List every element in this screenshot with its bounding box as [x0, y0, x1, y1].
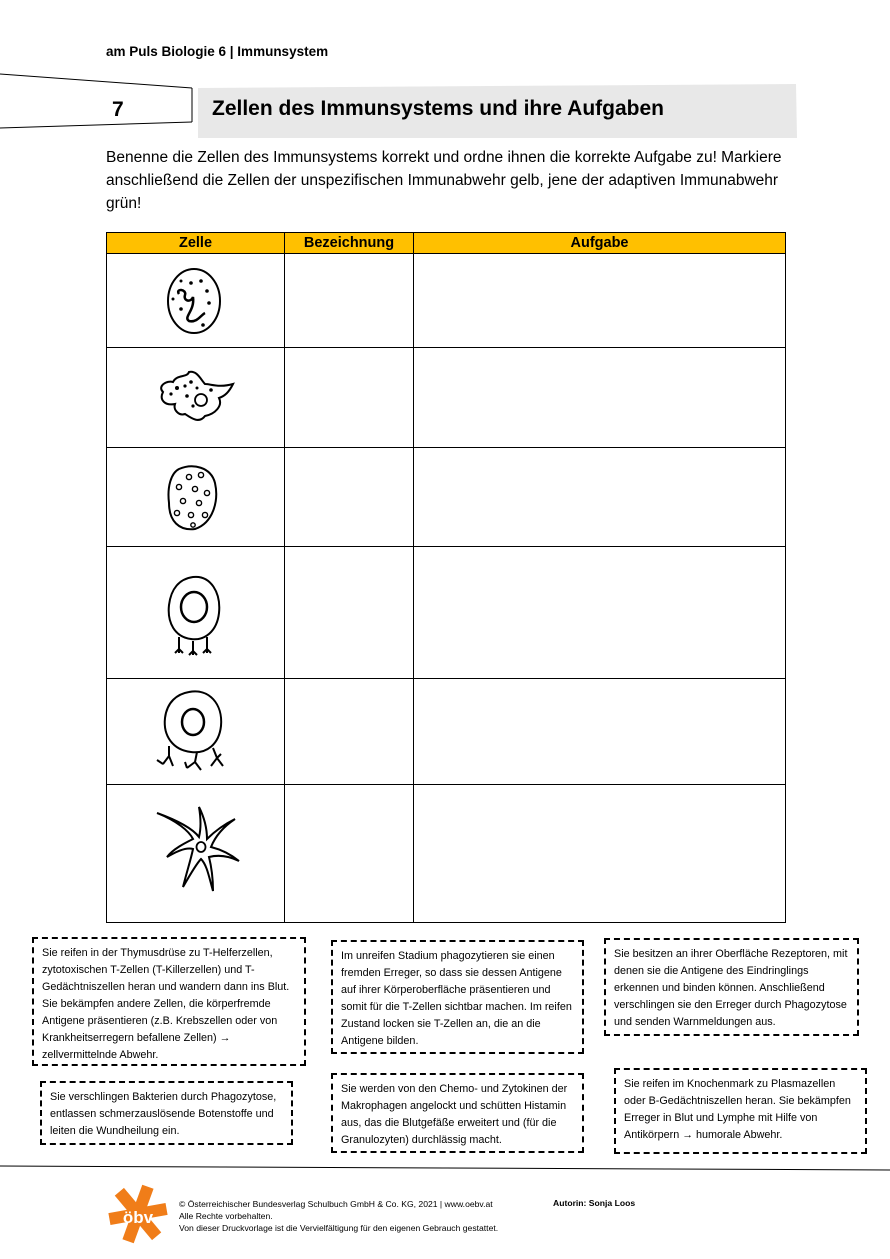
cell-picture	[107, 679, 285, 785]
task-number: 7	[112, 98, 124, 121]
oebv-logo	[108, 1183, 168, 1245]
table-row	[107, 254, 786, 348]
table-row	[107, 448, 786, 547]
table-row	[107, 679, 786, 785]
bezeichnung-cell[interactable]	[285, 785, 414, 923]
task-card-macrophages[interactable]: Sie besitzen an ihrer Oberfläche Rezeptoren, mit denen sie die Antigene des Eindringlings erkennen und binden können. Anschließend verschlingen sie den Erreger durch Phagozytose und senden Warnmeldungen aus.	[604, 938, 859, 1036]
aufgabe-cell[interactable]	[414, 679, 786, 785]
t-cell-icon	[149, 563, 249, 663]
aufgabe-cell[interactable]	[414, 254, 786, 348]
column-header-zelle: Zelle	[107, 233, 285, 254]
task-card-neutrophils[interactable]: Sie verschlingen Bakterien durch Phagozytose, entlassen schmerzauslösende Botenstoffe und leiten die Wundheilung ein.	[40, 1081, 293, 1145]
table-row	[107, 348, 786, 448]
copyright-notice	[179, 1198, 498, 1234]
instruction-text: Benenne die Zellen des Immunsystems korrekt und ordne ihnen die korrekte Aufgabe zu! Markiere anschließend die Zellen der unspezifischen Immunabwehr gelb, jene der adaptiven Immunabwehr grün!	[106, 149, 782, 212]
logo-text: öbv	[122, 1208, 154, 1227]
footer-divider	[0, 1163, 890, 1173]
cell-picture	[107, 547, 285, 679]
granulocyte-icon	[149, 261, 249, 341]
column-header-aufgabe: Aufgabe	[414, 233, 786, 254]
aufgabe-cell[interactable]	[414, 785, 786, 923]
page-title: Zellen des Immunsystems und ihre Aufgaben	[212, 97, 664, 120]
book-header: am Puls Biologie 6 | Immunsystem	[106, 44, 329, 59]
cell-table	[106, 232, 786, 923]
cell-picture	[107, 254, 285, 348]
cell-picture	[107, 448, 285, 547]
aufgabe-cell[interactable]	[414, 448, 786, 547]
copyright-line: © Österreichischer Bundesverlag Schulbuch GmbH & Co. KG, 2021 | www.oebv.at	[179, 1199, 493, 1209]
task-card-b-cells[interactable]: Sie reifen im Knochenmark zu Plasmazellen oder B-Gedächtniszellen heran. Sie bekämpfen Erreger in Blut und Lymphe mit Hilfe von Antikörpern → humorale Abwehr.	[614, 1068, 867, 1154]
table-row	[107, 547, 786, 679]
bezeichnung-cell[interactable]	[285, 254, 414, 348]
aufgabe-cell[interactable]	[414, 348, 786, 448]
macrophage-icon	[149, 358, 249, 438]
bezeichnung-cell[interactable]	[285, 348, 414, 448]
bezeichnung-cell[interactable]	[285, 547, 414, 679]
column-header-bezeichnung: Bezeichnung	[285, 233, 414, 254]
task-card-t-cells[interactable]: Sie reifen in der Thymusdrüse zu T-Helferzellen, zytotoxischen T-Zellen (T-Killerzellen) und T-Gedächtniszellen heran und wandern dann ins Blut. Sie bekämpfen andere Zellen, die körperfremde Antigene präsentieren (z.B. Krebszellen oder von Krankheitserregern befallene Zellen) → zellvermittelnde Abwehr.	[32, 937, 306, 1066]
dendritic-cell-icon	[149, 799, 259, 909]
copyright-line: Von dieser Druckvorlage ist die Vervielfältigung für den eigenen Gebrauch gestattet.	[179, 1223, 499, 1233]
mast-cell-icon	[149, 457, 249, 537]
aufgabe-cell[interactable]	[414, 547, 786, 679]
task-card-mast-cells[interactable]: Sie werden von den Chemo- und Zytokinen der Makrophagen angelockt und schütten Histamin aus, das die Blutgefäße erweitert und (für die Granulozyten) durchlässig macht.	[331, 1073, 584, 1153]
cell-picture	[107, 785, 285, 923]
task-card-dendritic-cells[interactable]: Im unreifen Stadium phagozytieren sie einen fremden Erreger, so dass sie dessen Antigene auf ihrer Körperoberfläche präsentieren und somit für die T-Zellen sichtbar machen. Im reifen Zustand locken sie T-Zellen an, die an die Antigene bilden.	[331, 940, 584, 1054]
author-credit: Autorin: Sonja Loos	[553, 1198, 636, 1208]
copyright-line: Alle Rechte vorbehalten.	[179, 1211, 273, 1221]
table-row	[107, 785, 786, 923]
bezeichnung-cell[interactable]	[285, 679, 414, 785]
bezeichnung-cell[interactable]	[285, 448, 414, 547]
b-cell-icon	[149, 682, 249, 782]
cell-picture	[107, 348, 285, 448]
